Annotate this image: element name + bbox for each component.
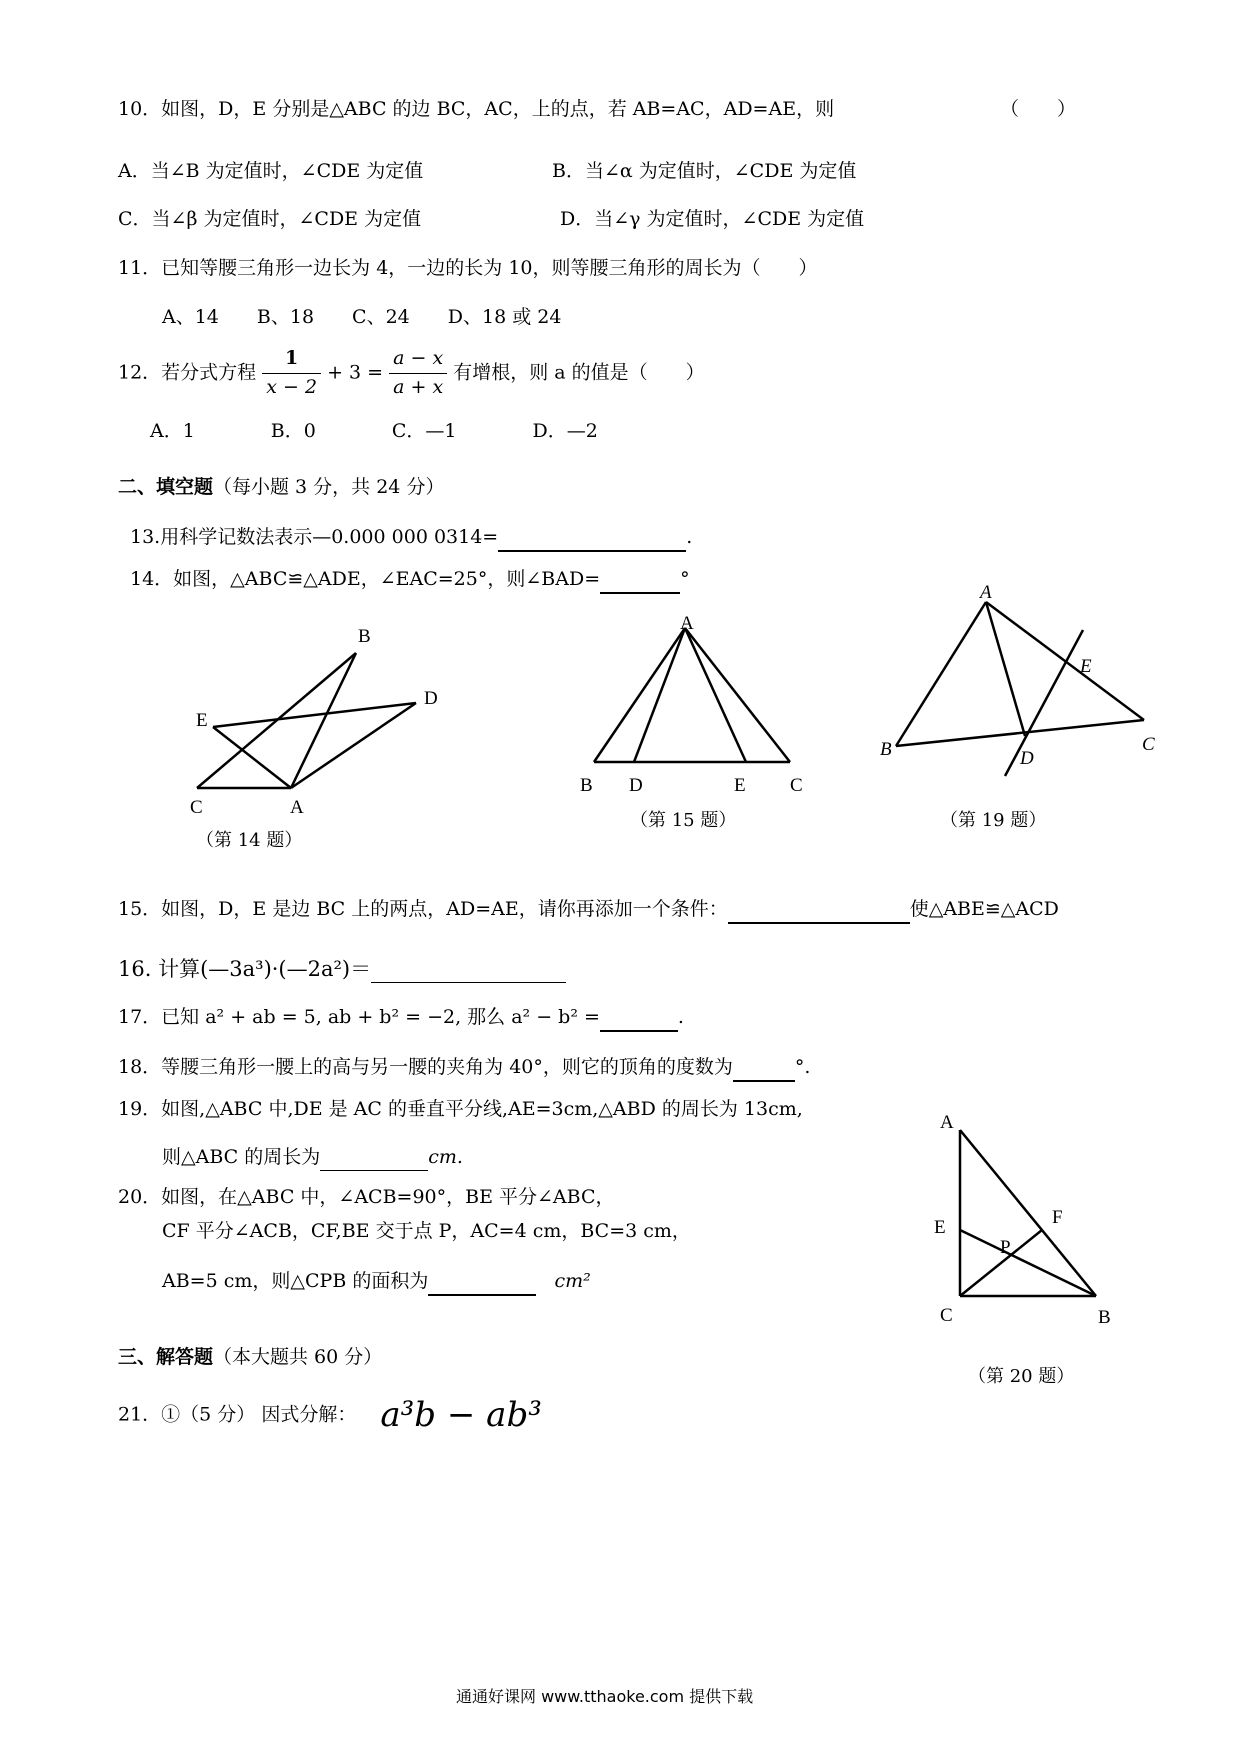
fig19-label-b: B [880, 739, 892, 760]
q17-line [118, 1006, 684, 1032]
q16-text: 16. 计算(—3a³)·(—2a²)＝ [118, 957, 372, 981]
q12-suffix: 有增根，则 a 的值是（ ） [453, 361, 705, 384]
q12-fraction-1-numerator: 1 [262, 347, 321, 374]
q15-text: 15．如图，D，E 是边 BC 上的两点，AD=AE，请你再添加一个条件： [118, 898, 728, 920]
fig14-label-e: E [196, 710, 208, 731]
fig14-label-d: D [424, 688, 438, 709]
fig14-caption: （第 14 题） [196, 830, 303, 851]
q10-option-b: B．当∠α 为定值时，∠CDE 为定值 [552, 160, 857, 182]
q17-end: . [677, 1006, 684, 1028]
fig19-segment-ac [986, 602, 1144, 720]
fig15-label-c: C [790, 775, 803, 796]
q20-answer-blank[interactable] [428, 1270, 536, 1296]
fig19-segment-bc [896, 720, 1144, 746]
fig19-segment-ab [896, 602, 986, 746]
fig14-label-b: B [358, 626, 371, 647]
q12-options: A．1 B．0 C．—1 D．—2 [150, 420, 598, 442]
fig19-label-a: A [980, 582, 992, 603]
fig15-segment-ab [594, 628, 685, 762]
fig15-label-d: D [629, 775, 643, 796]
q10-answer-bracket: （ ） [1000, 98, 1077, 120]
q15-answer-blank[interactable] [728, 898, 910, 924]
q15-end: 使△ABE≌△ACD [909, 898, 1059, 920]
q10-stem: 10．如图，D，E 分别是△ABC 的边 BC，AC，上的点，若 AB=AC，AD=AE，则 [118, 98, 835, 120]
q13-line [130, 526, 692, 552]
fig19-perpendicular-bisector [1005, 630, 1083, 776]
fig20-label-e: E [934, 1217, 946, 1238]
fig15-label-e: E [734, 775, 746, 796]
figure-19 [880, 580, 1160, 780]
q12-middle: + 3 = [327, 361, 384, 384]
fig19-label-d: D [1020, 748, 1034, 769]
q14-text: 14．如图，△ABC≌△ADE，∠EAC=25°，则∠BAD= [130, 568, 601, 590]
q10-option-d: D．当∠γ 为定值时，∠CDE 为定值 [560, 208, 865, 230]
q13-text: 13.用科学记数法表示—0.000 000 0314= [130, 526, 499, 548]
q12-equation [118, 347, 705, 400]
fig20-label-b: B [1098, 1307, 1111, 1328]
q20-line-2: CF 平分∠ACB，CF,BE 交于点 P，AC=4 cm，BC=3 cm， [162, 1220, 691, 1242]
q17-text: 17．已知 a² + ab = 5, ab + b² = −2, 那么 a² − b² = [118, 1006, 600, 1028]
q19-text: 则△ABC 的周长为 [162, 1146, 321, 1168]
section-3-note: （本大题共 60 分） [213, 1346, 383, 1368]
q12-fraction-2 [389, 347, 447, 400]
fig19-caption: （第 19 题） [940, 810, 1047, 831]
q10-option-c: C．当∠β 为定值时，∠CDE 为定值 [118, 208, 422, 230]
section-2-heading [118, 476, 444, 500]
q13-answer-blank[interactable] [498, 526, 686, 552]
fig15-segment-ad [634, 628, 685, 762]
q17-answer-blank[interactable] [600, 1006, 678, 1032]
q13-end: . [686, 526, 693, 548]
q12-fraction-2-denominator: a + x [393, 375, 444, 398]
q14-line [130, 568, 690, 594]
page-footer: 通通好课网 www.tthaoke.com 提供下载 [456, 1687, 754, 1706]
fig14-segment-ea [213, 727, 291, 788]
q18-text: 18．等腰三角形一腰上的高与另一腰的夹角为 40°，则它的顶角的度数为 [118, 1056, 733, 1078]
q21-line [118, 1394, 542, 1437]
q12-fraction-1-denominator: x − 2 [266, 375, 318, 398]
fig19-label-c: C [1142, 734, 1155, 755]
q18-answer-blank[interactable] [733, 1056, 795, 1082]
q12-fraction-2-numerator: a − x [389, 347, 447, 374]
fig20-label-a: A [940, 1112, 954, 1133]
q20-text: AB=5 cm，则△CPB 的面积为 [162, 1270, 429, 1292]
q11-stem: 11．已知等腰三角形一边长为 4，一边的长为 10，则等腰三角形的周长为（ ） [118, 257, 818, 279]
q19-unit: cm. [428, 1146, 463, 1168]
figure-14 [180, 620, 470, 820]
q12-prefix: 12．若分式方程 [118, 361, 257, 384]
q19-answer-blank[interactable] [320, 1146, 428, 1171]
q10-option-a: A．当∠B 为定值时，∠CDE 为定值 [118, 160, 424, 182]
section-2-note: （每小题 3 分，共 24 分） [213, 476, 445, 498]
figure-20 [920, 1110, 1140, 1330]
fig14-segment-ab [291, 653, 356, 788]
section-3-heading [118, 1346, 382, 1370]
q15-line [118, 898, 1059, 924]
fig19-segment-ad [986, 602, 1025, 736]
section-2-title: 二、填空题 [118, 476, 214, 498]
q12-fraction-1 [262, 347, 321, 400]
figure-15 [580, 612, 810, 802]
fig20-caption: （第 20 题） [968, 1366, 1075, 1387]
fig14-label-c: C [190, 797, 203, 818]
section-3-title: 三、解答题 [118, 1346, 214, 1368]
fig15-label-b: B [580, 775, 593, 796]
q16-line [118, 956, 566, 983]
q20-line-3 [162, 1270, 591, 1296]
fig20-label-f: F [1052, 1207, 1063, 1228]
fig15-caption: （第 15 题） [630, 810, 737, 831]
q18-end: °. [794, 1056, 811, 1078]
fig20-segment-ab [960, 1130, 1096, 1296]
q18-line [118, 1056, 810, 1082]
fig14-label-a: A [290, 797, 304, 818]
fig15-label-a: A [680, 613, 694, 634]
fig20-label-c: C [940, 1305, 953, 1326]
fig20-label-p: P [1000, 1237, 1011, 1258]
q21-text: 21．①（5 分） 因式分解： [118, 1403, 357, 1426]
q20-unit: cm² [554, 1270, 591, 1292]
q14-end: ° [680, 568, 690, 590]
fig19-label-e: E [1080, 656, 1092, 677]
q19-line-2 [162, 1146, 463, 1171]
q21-expression: a³b − ab³ [380, 1395, 542, 1435]
q20-line-1: 20．如图，在△ABC 中，∠ACB=90°，BE 平分∠ABC， [118, 1186, 615, 1208]
q19-line-1: 19．如图,△ABC 中,DE 是 AC 的垂直平分线,AE=3cm,△ABD 的周长为 13cm, [118, 1098, 803, 1120]
q16-answer-blank[interactable] [371, 956, 566, 983]
q14-answer-blank[interactable] [600, 568, 680, 594]
q11-options: A、14 B、18 C、24 D、18 或 24 [162, 306, 562, 328]
